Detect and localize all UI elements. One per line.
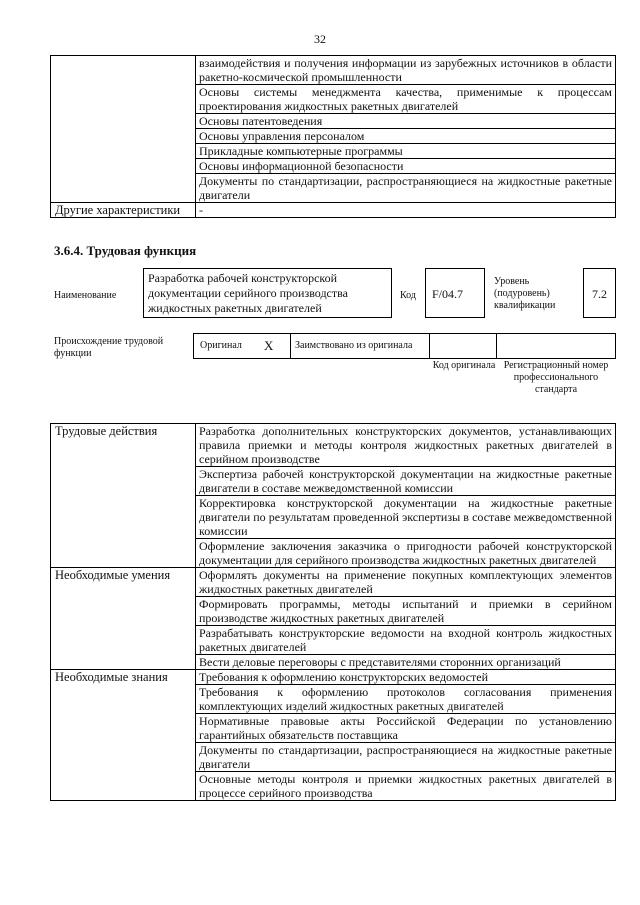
borrowed-box xyxy=(290,333,430,359)
knowledge-item: Требования к оформлению протоколов согласования применения комплектующих изделий жидкостных ракетных двигателей xyxy=(196,685,616,714)
borrowed-label: Заимствовано из оригинала xyxy=(295,340,413,351)
skill-item: Оформлять документы на применение покупных комплектующих элементов жидкостных ракетных двигателей xyxy=(196,568,616,597)
labor-action-item: Корректировка конструкторской документации на жидкостные ракетные двигатели по результатам проведенной экспертизы в составе межведомственной комиссии xyxy=(196,496,616,539)
knowledge-item: Прикладные компьютерные программы xyxy=(196,144,616,159)
table-row xyxy=(51,670,616,685)
knowledge-item: Основы управления персоналом xyxy=(196,129,616,144)
registration-number-caption: Регистрационный номер профессионального стандарта xyxy=(503,360,609,395)
knowledge-item: Основы информационной безопасности xyxy=(196,159,616,174)
knowledge-item: Документы по стандартизации, распространяющиеся на жидкостные ракетные двигатели xyxy=(196,174,616,203)
labor-action-item: Экспертиза рабочей конструкторской документации на жидкостные ракетные двигатели в составе межведомственной комиссии xyxy=(196,467,616,496)
required-skills-label: Необходимые умения xyxy=(51,568,196,670)
level-label: Уровень (подуровень) квалификации xyxy=(494,276,556,311)
skill-item: Формировать программы, методы испытаний и приемки в серийном производстве жидкостных ракетных двигателей xyxy=(196,597,616,626)
level-value: 7.2 xyxy=(583,268,616,318)
original-label: Оригинал xyxy=(200,340,242,351)
knowledge-label-cell xyxy=(51,56,196,203)
labor-action-item: Оформление заключения заказчика о пригодности рабочей конструкторской документации для серийного производства жидкостных ракетных двигателей xyxy=(196,539,616,568)
knowledge-item: Нормативные правовые акты Российской Федерации по установлению гарантийных обязательств поставщика xyxy=(196,714,616,743)
knowledge-item: Документы по стандартизации, распространяющиеся на жидкостные ракетные двигатели xyxy=(196,743,616,772)
table-row xyxy=(51,568,616,597)
origin-label: Происхождение трудовой функции xyxy=(54,336,164,359)
labor-action-item: Разработка дополнительных конструкторских документов, устанавливающих правила приемки и методы контроля жидкостных ракетных двигателей в серийном производстве xyxy=(196,424,616,467)
other-characteristics-label: Другие характеристики xyxy=(51,203,196,218)
page-number: 32 xyxy=(314,32,326,46)
original-code-caption: Код оригинала xyxy=(432,360,496,371)
knowledge-continuation-table xyxy=(50,55,616,218)
name-label: Наименование xyxy=(54,290,117,301)
code-label: Код xyxy=(400,290,416,301)
skill-item: Вести деловые переговоры с представителями сторонних организаций xyxy=(196,655,616,670)
labor-actions-label: Трудовые действия xyxy=(51,424,196,568)
other-characteristics-value: - xyxy=(196,203,616,218)
section-heading: 3.6.4. Трудовая функция xyxy=(54,243,197,258)
code-value: F/04.7 xyxy=(425,268,485,318)
knowledge-item: Основы патентоведения xyxy=(196,114,616,129)
table-row xyxy=(51,56,616,85)
knowledge-item: Требования к оформлению конструкторских ведомостей xyxy=(196,670,616,685)
skill-item: Разрабатывать конструкторские ведомости на входной контроль жидкостных ракетных двигателей xyxy=(196,626,616,655)
registration-number-box xyxy=(496,333,616,359)
original-mark: X xyxy=(264,338,274,353)
table-row xyxy=(51,203,616,218)
knowledge-item: Основы системы менеджмента качества, применимые к процессам проектирования жидкостных ракетных двигателей xyxy=(196,85,616,114)
table-row xyxy=(51,424,616,467)
labor-function-table xyxy=(50,423,616,801)
knowledge-item: взаимодействия и получения информации из зарубежных источников в области ракетно-космической промышленности xyxy=(196,56,616,85)
original-code-box xyxy=(429,333,497,359)
name-value: Разработка рабочей конструкторской документации серийного производства жидкостных ракетных двигателей xyxy=(143,268,392,318)
required-knowledge-label: Необходимые знания xyxy=(51,670,196,801)
knowledge-item: Основные методы контроля и приемки жидкостных ракетных двигателей в процессе серийного производства xyxy=(196,772,616,801)
original-box xyxy=(193,333,291,359)
